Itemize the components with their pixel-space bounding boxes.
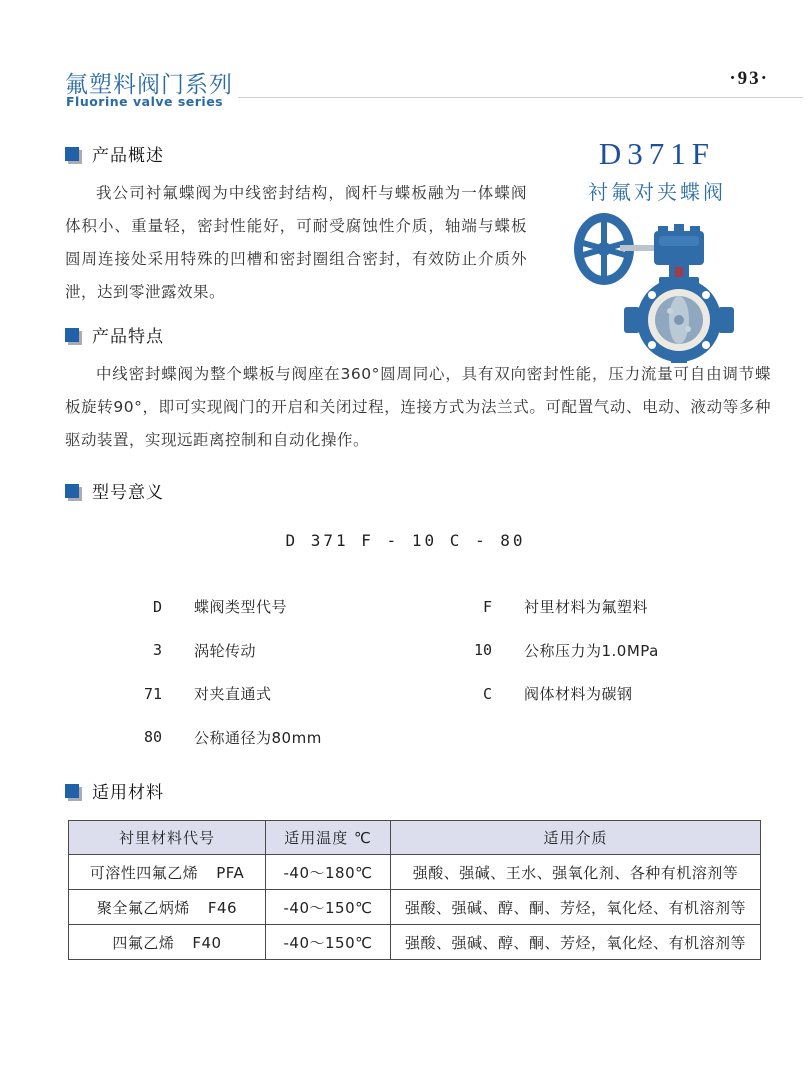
model-code-desc: 蝶阀类型代号 — [194, 598, 288, 617]
table-row — [69, 890, 761, 925]
model-code-desc: 阀体材料为碳钢 — [524, 685, 633, 704]
series-title-en: Fluorine valve series — [66, 94, 224, 109]
butterfly-valve-illustration — [562, 211, 752, 363]
section-title-label: 型号意义 — [92, 483, 164, 503]
section-title-label: 适用材料 — [92, 783, 164, 803]
material-code: PFA — [216, 863, 245, 882]
product-model-code: D371F — [598, 136, 716, 171]
section-bullet-icon — [65, 328, 79, 342]
material-name: 聚全氟乙炳烯 — [96, 898, 190, 917]
material-name: 可溶性四氟乙烯 — [89, 863, 199, 882]
table-header-row — [69, 821, 761, 855]
model-code-line: D 371 F - 10 C - 80 — [285, 531, 526, 550]
model-code-letter: C — [482, 684, 492, 703]
model-code-letter: 10 — [473, 641, 492, 660]
section-bullet-icon — [65, 484, 79, 498]
product-block — [552, 136, 762, 363]
model-code-desc: 对夹直通式 — [194, 685, 272, 704]
cell-temp: -40～150℃ — [266, 890, 391, 925]
table-row — [69, 925, 761, 960]
section-overview-title — [65, 141, 164, 166]
cell-temp: -40～180℃ — [266, 855, 391, 890]
list-item — [100, 585, 420, 629]
list-item — [100, 672, 420, 716]
list-item — [430, 585, 730, 629]
product-name: 衬氟对夹蝶阀 — [588, 180, 726, 204]
section-features-title — [65, 322, 164, 347]
cell-temp: -40～150℃ — [266, 925, 391, 960]
table-row — [69, 855, 761, 890]
model-code-letter: F — [482, 597, 492, 616]
cell-lining — [69, 925, 266, 960]
material-code: F46 — [207, 898, 238, 917]
overview-paragraph: 我公司衬氟蝶阀为中线密封结构，阀杆与蝶板融为一体蝶阀体积小、重量轻，密封性能好，可耐受腐蚀性介质，轴端与蝶板圆周连接处采用特殊的凹槽和密封圈组合密封，有效防止介质外泄，达到零泄露效果。 — [65, 184, 527, 301]
model-code-desc: 涡轮传动 — [194, 641, 257, 660]
section-title-label: 产品特点 — [92, 327, 164, 347]
model-meaning-right-column — [430, 585, 730, 716]
section-materials-title — [65, 778, 164, 803]
header-divider — [238, 97, 803, 98]
material-name: 四氟乙烯 — [112, 933, 175, 952]
materials-table — [68, 820, 761, 960]
material-code: F40 — [192, 933, 222, 952]
section-title-label: 产品概述 — [92, 146, 164, 166]
valve-photo — [552, 211, 762, 363]
section-bullet-icon — [65, 784, 79, 798]
list-item — [100, 629, 420, 673]
model-code-desc: 衬里材料为氟塑料 — [524, 598, 649, 617]
model-meaning-list — [100, 585, 730, 763]
cell-lining — [69, 855, 266, 890]
list-item — [430, 672, 730, 716]
model-code-letter: 80 — [143, 728, 162, 747]
col-header-media: 适用介质 — [391, 821, 761, 855]
cell-media: 强酸、强碱、王水、强氧化剂、各种有机溶剂等 — [391, 855, 761, 890]
cell-media: 强酸、强碱、醇、酮、芳烃，氧化烃、有机溶剂等 — [391, 925, 761, 960]
model-code-letter: 3 — [152, 641, 162, 660]
series-title-zh: 氟塑料阀门系列 — [65, 72, 233, 98]
section-model-meaning-title — [65, 478, 164, 503]
model-meaning-left-column — [100, 585, 420, 759]
list-item — [430, 629, 730, 673]
col-header-lining-code: 衬里材料代号 — [69, 821, 266, 855]
cell-lining — [69, 890, 266, 925]
model-code-desc: 公称通径为80mm — [194, 728, 322, 747]
model-code-letter: D — [152, 597, 162, 616]
features-paragraph: 中线密封蝶阀为整个蝶板与阀座在360°圆周同心，具有双向密封性能，压力流量可自由调节蝶板旋转90°，即可实现阀门的开启和关闭过程，连接方式为法兰式。可配置气动、电动、液动等多种驱动装置，实现远距离控制和自动化操作。 — [65, 365, 771, 449]
model-code-desc: 公称压力为1.0MPa — [524, 641, 659, 660]
section-bullet-icon — [65, 147, 79, 161]
list-item — [100, 716, 420, 760]
col-header-temp: 适用温度 ℃ — [266, 821, 391, 855]
page-number: ·93· — [729, 68, 769, 89]
model-code-letter: 71 — [143, 684, 162, 703]
cell-media: 强酸、强碱、醇、酮、芳烃，氧化烃、有机溶剂等 — [391, 890, 761, 925]
